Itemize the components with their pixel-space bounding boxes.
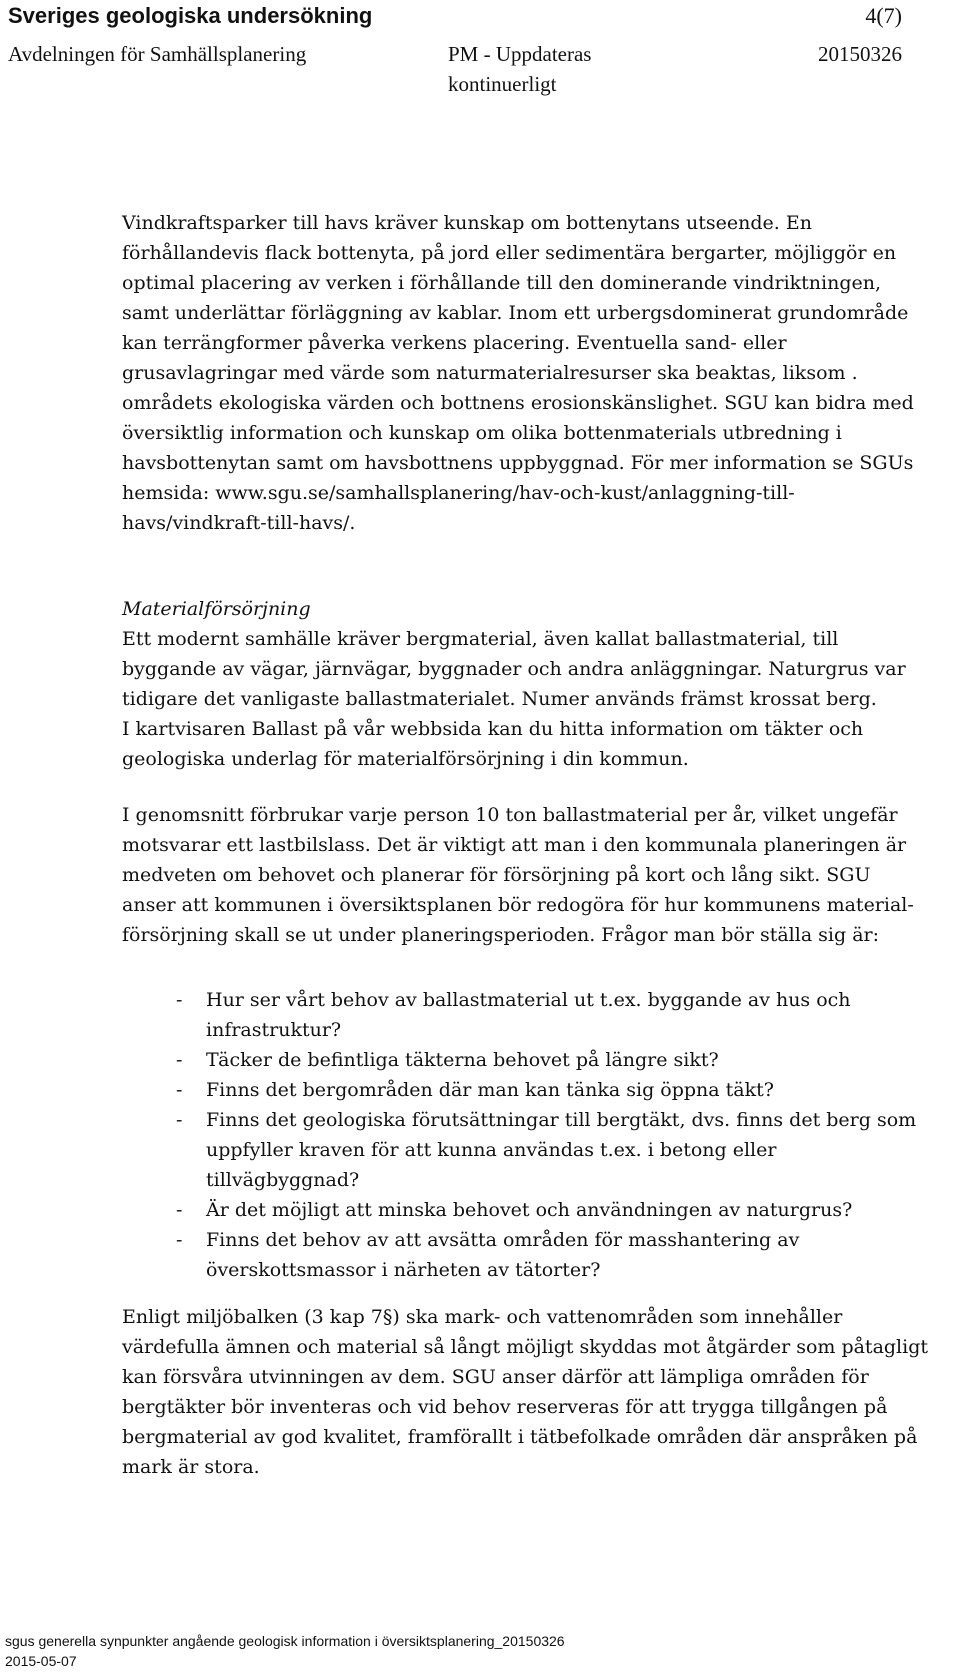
text-line: havs/vindkraft-till-havs/. [122, 512, 356, 534]
material-paragraph-3 [122, 1302, 929, 1482]
text-line: geologiska underlag för materialförsörjning i din kommun. [122, 748, 689, 770]
text-line: hemsida: www.sgu.se/samhallsplanering/hav-och-kust/anlaggning-till- [122, 482, 795, 504]
text-line: grusavlagringar med värde som naturmaterialresurser ska beaktas, liksom . [122, 362, 858, 384]
text-line: Täcker de befintliga täkterna behovet på längre sikt? [206, 1049, 719, 1071]
footer-filename: sgus generella synpunkter angående geologisk information i översiktsplanering_20150326 [5, 1633, 565, 1649]
text-line: tillvägbyggnad? [206, 1169, 360, 1191]
header-department: Avdelningen för Samhällsplanering [8, 42, 307, 66]
text-line: överskottsmassor i närheten av tätorter? [206, 1259, 601, 1281]
text-line: medveten om behovet och planerar för försörjning på kort och lång sikt. SGU [122, 864, 871, 886]
text-line: förhållandevis flack bottenyta, på jord eller sedimentära bergarter, möjliggör en [122, 242, 897, 264]
text-line: infrastruktur? [206, 1019, 342, 1041]
wind-power-paragraph [122, 208, 922, 538]
list-item [176, 985, 916, 1045]
text-line: kan terrängformer påverka verkens placering. Eventuella sand- eller [122, 332, 787, 354]
text-line: kan försvåra utvinningen av dem. SGU anser därför att lämpliga områden för [122, 1366, 869, 1388]
header-organization: Sveriges geologiska undersökning [8, 3, 373, 28]
text-line: samt underlättar förläggning av kablar. Inom ett urbergsdominerat grundområde [122, 302, 909, 324]
header-doc-type-cont: kontinuerligt [448, 72, 557, 96]
dash-marker: - [176, 1079, 183, 1101]
material-paragraph-1 [122, 624, 922, 774]
text-line: byggande av vägar, järnvägar, byggnader och andra anläggningar. Naturgrus var [122, 658, 906, 680]
list-item [176, 1075, 916, 1105]
footer-print-date: 2015-05-07 [5, 1653, 77, 1669]
dash-marker: - [176, 1199, 183, 1221]
text-line: Enligt miljöbalken (3 kap 7§) ska mark- och vattenområden som innehåller [122, 1306, 843, 1328]
text-line: Är det möjligt att minska behovet och användningen av naturgrus? [206, 1199, 853, 1221]
text-line: optimal placering av verken i förhållande till den dominerande vindriktningen, [122, 272, 882, 294]
list-item [176, 1045, 916, 1075]
text-line: mark är stora. [122, 1456, 260, 1478]
text-line: anser att kommunen i översiktsplanen bör redogöra för hur kommunens material- [122, 894, 914, 916]
text-line: tidigare det vanligaste ballastmaterialet. Numer används främst krossat berg. [122, 688, 877, 710]
text-line: Hur ser vårt behov av ballastmaterial ut t.ex. byggande av hus och [206, 989, 851, 1011]
text-line: havsbottenytan samt om havsbottnens uppbyggnad. För mer information se SGUs [122, 452, 914, 474]
text-line: Vindkraftsparker till havs kräver kunskap om bottenytans utseende. En [122, 212, 812, 234]
text-line: motsvarar ett lastbilslass. Det är viktigt att man i den kommunala planeringen är [122, 834, 907, 856]
text-line: försörjning skall se ut under planeringsperioden. Frågor man bör ställa sig är: [122, 924, 880, 946]
text-line: Ett modernt samhälle kräver bergmaterial, även kallat ballastmaterial, till [122, 628, 839, 650]
list-item [176, 1195, 916, 1225]
text-line: bergmaterial av god kvalitet, framförallt i tätbefolkade områden där anspråken på [122, 1426, 918, 1448]
header-doc-type: PM - Uppdateras [448, 42, 592, 66]
header-page-number: 4(7) [865, 3, 902, 28]
text-line: översiktlig information och kunskap om olika bottenmaterials utbredning i [122, 422, 842, 444]
text-line: områdets ekologiska värden och bottnens erosionskänslighet. SGU kan bidra med [122, 392, 914, 414]
header-date: 20150326 [818, 42, 902, 66]
text-line: uppfyller kraven för att kunna användas t.ex. i betong eller [206, 1139, 777, 1161]
material-paragraph-2 [122, 800, 922, 950]
text-line: bergtäkter bör inventeras och vid behov reserveras för att trygga tillgången på [122, 1396, 888, 1418]
list-item [176, 1105, 916, 1195]
text-line: Finns det behov av att avsätta områden för masshantering av [206, 1229, 800, 1251]
text-line: Finns det bergområden där man kan tänka sig öppna täkt? [206, 1079, 774, 1101]
text-line: I kartvisaren Ballast på vår webbsida kan du hitta information om täkter och [122, 718, 864, 740]
dash-marker: - [176, 1109, 183, 1131]
dash-marker: - [176, 1229, 183, 1251]
question-list [176, 985, 916, 1285]
section-heading-materialforsorjning: Materialförsörjning [122, 598, 311, 620]
text-line: I genomsnitt förbrukar varje person 10 ton ballastmaterial per år, vilket ungefär [122, 804, 898, 826]
dash-marker: - [176, 989, 183, 1011]
text-line: Finns det geologiska förutsättningar till bergtäkt, dvs. finns det berg som [206, 1109, 917, 1131]
list-item [176, 1225, 916, 1285]
text-line: värdefulla ämnen och material så långt möjligt skyddas mot åtgärder som påtagligt [122, 1336, 929, 1358]
dash-marker: - [176, 1049, 183, 1071]
